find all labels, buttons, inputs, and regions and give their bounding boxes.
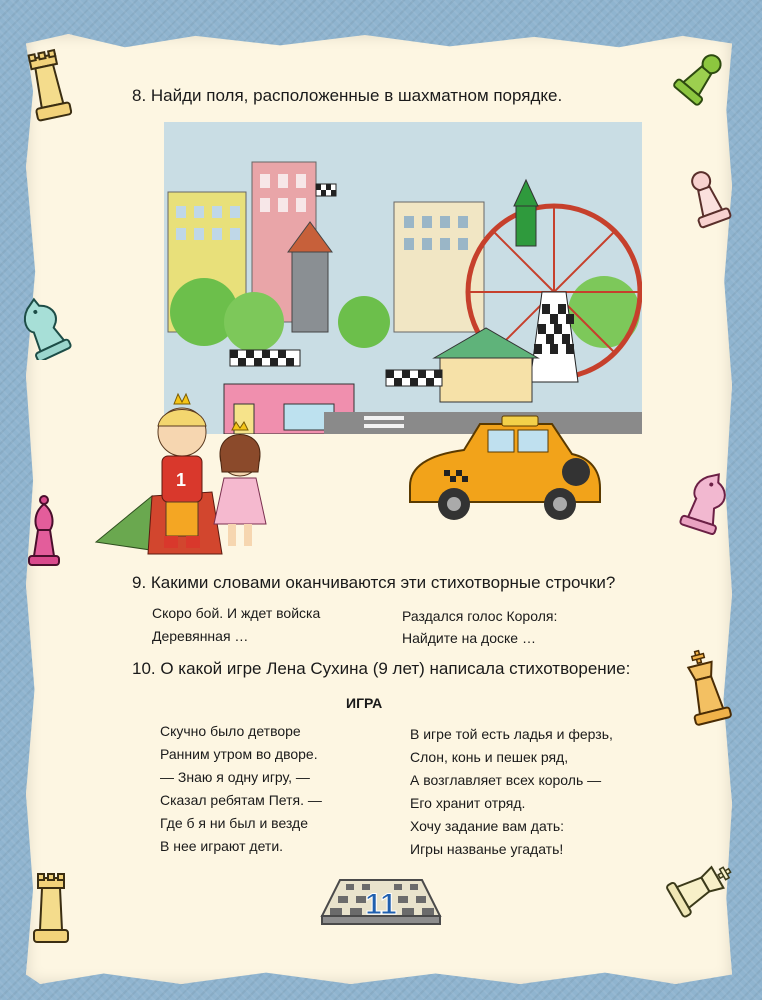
shirt-number: 1 (176, 470, 187, 490)
bishop-icon (24, 494, 64, 570)
poem-left-line-3: — Знаю я одну игру, — (160, 769, 310, 785)
verse-right-line-1: Раздался голос Короля: (402, 608, 558, 624)
poem-right-line-6: Игры названье угадать! (410, 841, 564, 857)
king-icon (664, 852, 738, 922)
poem-left-line-4: Сказал ребятам Петя. — (160, 792, 322, 808)
verse-left-line-2: Деревянная … (152, 628, 249, 644)
poem-right-line-2: Слон, конь и пешек ряд, (410, 749, 569, 765)
rook-icon (22, 48, 76, 130)
poem-right-line-4: Его хранит отряд. (410, 795, 526, 811)
poem-left-line-5: Где б я ни был и везде (160, 815, 308, 831)
knight-icon (12, 292, 74, 360)
poem-right-line-5: Хочу задание вам дать: (410, 818, 565, 834)
poem-right-line-3: А возглавляет всех король — (410, 772, 602, 788)
question-10: 10. О какой игре Лена Сухина (9 лет) написала стихотворение: (132, 659, 631, 678)
poem-title: ИГРА (346, 695, 383, 711)
page-number: 11 (365, 888, 397, 921)
king-icon (680, 648, 732, 730)
taxi-illustration (404, 414, 604, 526)
verse-right-line-2: Найдите на доске … (402, 630, 536, 646)
knight-icon (676, 466, 738, 536)
city-illustration (164, 122, 642, 434)
question-9: 9. Какими словами оканчиваются эти стихотворные строчки? (132, 573, 616, 592)
pawn-icon (670, 48, 730, 108)
pawn-icon (682, 168, 734, 232)
rook-icon (26, 872, 76, 952)
page-number-badge (320, 876, 442, 928)
poem-right-line-1: В игре той есть ладья и ферзь, (410, 726, 613, 742)
poem-left-line-6: В нее играют дети. (160, 838, 284, 854)
question-8: 8. Найди поля, расположенные в шахматном порядке. (132, 86, 563, 105)
children-illustration (92, 392, 292, 560)
verse-left-line-1: Скоро бой. И ждет войска (152, 605, 321, 621)
poem-left-line-2: Ранним утром во дворе. (160, 746, 318, 762)
poem-left-line-1: Скучно было детворе (160, 723, 301, 739)
